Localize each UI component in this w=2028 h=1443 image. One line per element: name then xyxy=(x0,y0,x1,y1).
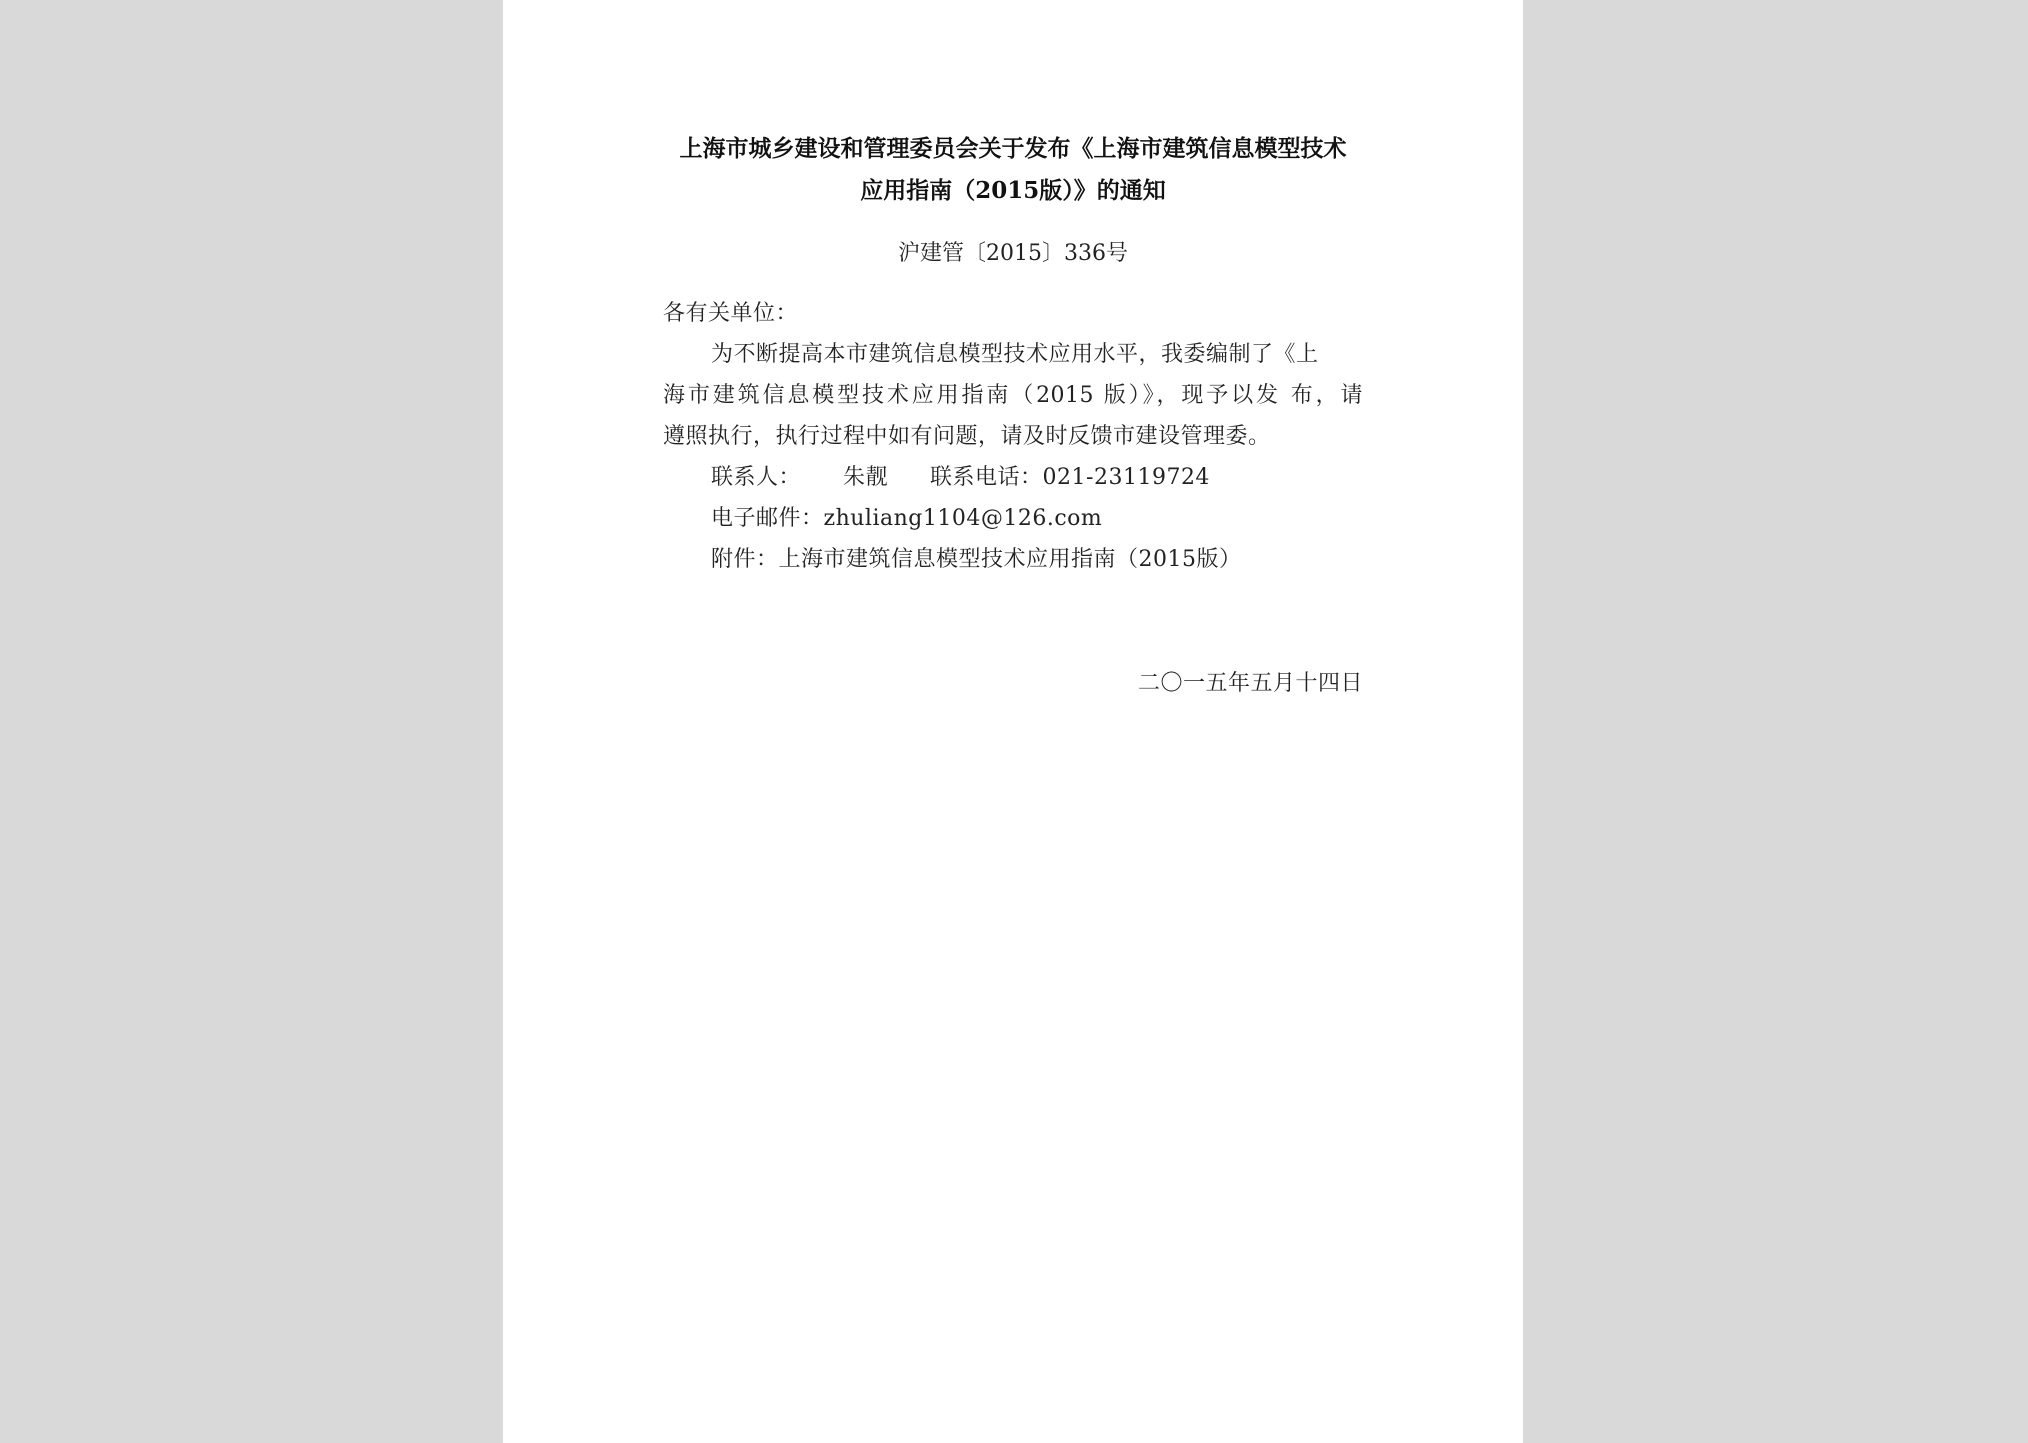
body-text-line-2: 海市建筑信息模型技术应用指南（2015 版）》，现予以发 布，请 xyxy=(663,383,1363,408)
attachment-line: 附件：上海市建筑信息模型技术应用指南（2015版） xyxy=(711,547,1242,572)
contact-email: 电子邮件：zhuliang1104@126.com xyxy=(711,506,1103,531)
contact-name: 朱靓 xyxy=(843,465,889,490)
notice-title-line-2: 应用指南（2015版）》的通知 xyxy=(860,177,1166,204)
body-text-line-3: 遵照执行，执行过程中如有问题，请及时反馈市建设管理委。 xyxy=(663,424,1271,449)
issue-date: 二〇一五年五月十四日 xyxy=(1137,671,1363,696)
document-number: 沪建管〔2015〕336号 xyxy=(898,241,1128,266)
body-text-line-1: 为不断提高本市建筑信息模型技术应用水平，我委编制了《上 xyxy=(711,342,1319,367)
contact-row xyxy=(711,460,1210,491)
salutation: 各有关单位： xyxy=(663,301,799,326)
contact-phone: 联系电话：021-23119724 xyxy=(930,465,1210,490)
document-page xyxy=(503,0,1523,1443)
notice-title-line-1: 上海市城乡建设和管理委员会关于发布《上海市建筑信息模型技术 xyxy=(679,135,1347,162)
contact-label: 联系人： xyxy=(711,465,802,490)
